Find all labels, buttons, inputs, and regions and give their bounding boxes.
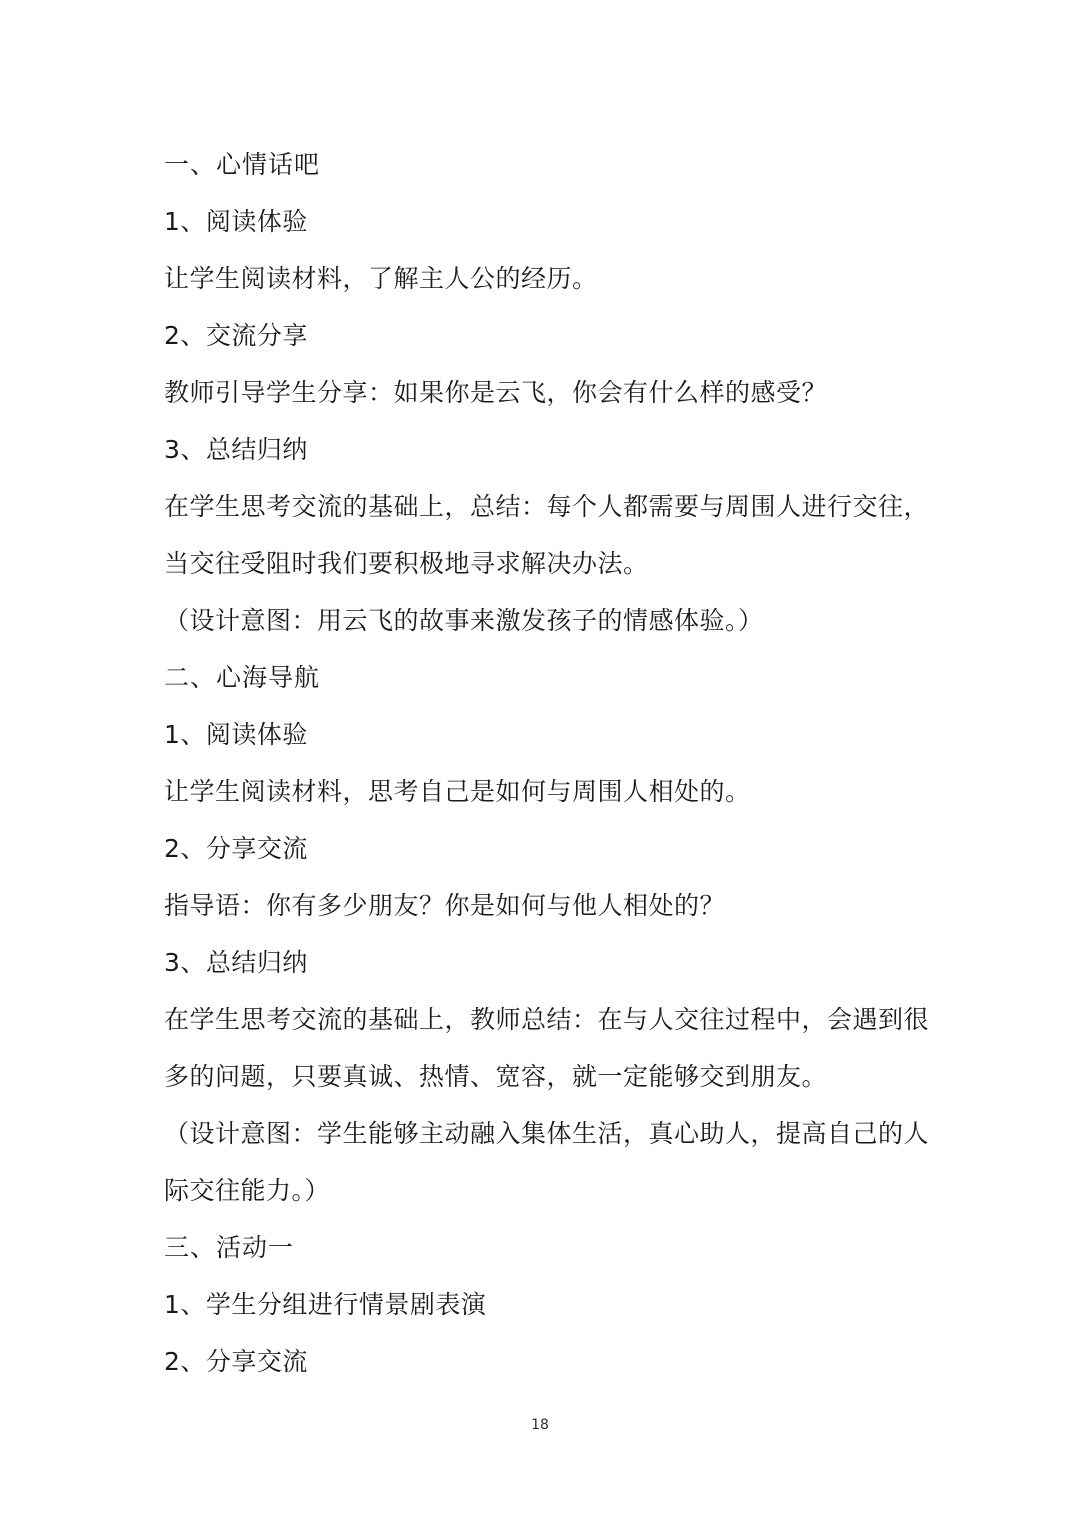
section-heading: 三、活动一 bbox=[164, 1233, 295, 1262]
section-heading: 一、心情话吧 bbox=[164, 150, 321, 179]
design-note-line: 际交往能力。） bbox=[164, 1176, 331, 1205]
body-line: 在学生思考交流的基础上，教师总结：在与人交往过程中，会遇到很 bbox=[164, 1005, 930, 1034]
step-heading: 1、阅读体验 bbox=[164, 720, 308, 749]
design-note-line: （设计意图：用云飞的故事来激发孩子的情感体验。） bbox=[164, 606, 764, 635]
step-heading: 2、分享交流 bbox=[164, 834, 308, 863]
step-heading: 3、总结归纳 bbox=[164, 948, 308, 977]
document-body bbox=[164, 136, 930, 1390]
body-line: 当交往受阻时我们要积极地寻求解决办法。 bbox=[164, 549, 649, 578]
step-heading: 3、总结归纳 bbox=[164, 435, 308, 464]
body-line: 指导语：你有多少朋友？你是如何与他人相处的？ bbox=[164, 891, 726, 920]
step-heading: 2、分享交流 bbox=[164, 1347, 308, 1376]
step-heading: 2、交流分享 bbox=[164, 321, 308, 350]
step-heading: 1、学生分组进行情景剧表演 bbox=[164, 1290, 487, 1319]
body-line: 多的问题，只要真诚、热情、宽容，就一定能够交到朋友。 bbox=[164, 1062, 828, 1091]
body-line: 让学生阅读材料，思考自己是如何与周围人相处的。 bbox=[164, 777, 751, 806]
section-heading: 二、心海导航 bbox=[164, 663, 321, 692]
body-line: 让学生阅读材料，了解主人公的经历。 bbox=[164, 264, 598, 293]
body-line: 在学生思考交流的基础上，总结：每个人都需要与周围人进行交往， bbox=[164, 492, 930, 521]
page-number: 18 bbox=[531, 1417, 549, 1433]
body-line: 教师引导学生分享：如果你是云飞，你会有什么样的感受？ bbox=[164, 378, 828, 407]
step-heading: 1、阅读体验 bbox=[164, 207, 308, 236]
design-note-line: （设计意图：学生能够主动融入集体生活，真心助人，提高自己的人 bbox=[164, 1119, 930, 1148]
